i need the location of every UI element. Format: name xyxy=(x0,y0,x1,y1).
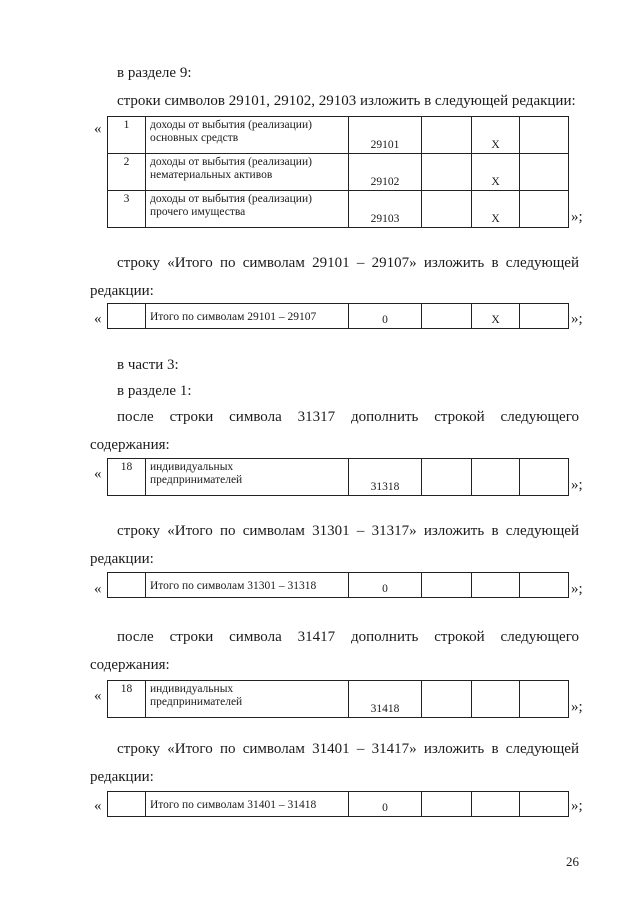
empty-cell xyxy=(422,191,472,228)
table-row xyxy=(108,304,569,329)
instruction-text: строку «Итого по символам 31401 – 31417» изложить в следующей xyxy=(117,741,579,757)
row-description: доходы от выбытия (реализации) нематериальных активов xyxy=(146,154,349,191)
table-row xyxy=(108,191,569,228)
instruction-text-end: редакции: xyxy=(90,769,154,785)
row-number: 1 xyxy=(108,117,146,154)
open-quote: « xyxy=(94,581,102,597)
instruction-text-end: редакции: xyxy=(90,551,154,567)
empty-cell xyxy=(422,304,472,329)
table-row xyxy=(108,573,569,598)
table-row xyxy=(108,459,569,496)
row-mark: X xyxy=(472,117,520,154)
instruction-text-end: содержания: xyxy=(90,437,170,453)
empty-cell xyxy=(422,117,472,154)
close-quote: »; xyxy=(571,311,583,327)
row-code: 29102 xyxy=(349,154,422,191)
close-quote: »; xyxy=(571,581,583,597)
empty-cell xyxy=(472,459,520,496)
instruction-text-end: содержания: xyxy=(90,657,170,673)
empty-cell xyxy=(472,573,520,598)
section-heading: в части 3: xyxy=(117,357,179,373)
section-heading: в разделе 9: xyxy=(117,65,192,81)
row-description: доходы от выбытия (реализации) прочего имущества xyxy=(146,191,349,228)
table-row xyxy=(108,117,569,154)
empty-cell xyxy=(422,154,472,191)
open-quote: « xyxy=(94,798,102,814)
row-code: 0 xyxy=(349,573,422,598)
row-code: 0 xyxy=(349,792,422,817)
empty-cell xyxy=(422,681,472,718)
close-quote: »; xyxy=(571,209,583,225)
table-total-31301-31318 xyxy=(107,572,569,598)
empty-cell xyxy=(472,792,520,817)
table-row xyxy=(108,681,569,718)
row-number: 2 xyxy=(108,154,146,191)
empty-cell xyxy=(520,792,569,817)
empty-cell xyxy=(520,304,569,329)
row-description: индивидуальных предпринимателей xyxy=(146,459,349,496)
page-number: 26 xyxy=(566,854,579,869)
empty-cell xyxy=(472,681,520,718)
close-quote: »; xyxy=(571,699,583,715)
empty-cell xyxy=(520,191,569,228)
row-mark: X xyxy=(472,191,520,228)
row-number: 3 xyxy=(108,191,146,228)
table-row xyxy=(108,792,569,817)
row-mark: X xyxy=(472,154,520,191)
instruction-text: строку «Итого по символам 29101 – 29107» изложить в следующей xyxy=(117,255,579,271)
instruction-text: после строки символа 31417 дополнить строкой следующего xyxy=(117,629,579,645)
row-code: 31318 xyxy=(349,459,422,496)
instruction-text: строку «Итого по символам 31301 – 31317» изложить в следующей xyxy=(117,523,579,539)
empty-cell xyxy=(520,117,569,154)
instruction-text-end: редакции: xyxy=(90,283,154,299)
open-quote: « xyxy=(94,466,102,482)
table-row xyxy=(108,154,569,191)
row-description: Итого по символам 31301 – 31318 xyxy=(146,573,349,598)
empty-cell xyxy=(520,154,569,191)
row-description: Итого по символам 29101 – 29107 xyxy=(146,304,349,329)
empty-cell xyxy=(108,792,146,817)
table-section9-rows xyxy=(107,116,569,228)
empty-cell xyxy=(422,792,472,817)
open-quote: « xyxy=(94,121,102,137)
row-description: доходы от выбытия (реализации) основных средств xyxy=(146,117,349,154)
row-code: 29101 xyxy=(349,117,422,154)
open-quote: « xyxy=(94,311,102,327)
instruction-text: строки символов 29101, 29102, 29103 изложить в следующей редакции: xyxy=(117,93,576,109)
empty-cell xyxy=(520,459,569,496)
table-total-29101-29107 xyxy=(107,303,569,329)
empty-cell xyxy=(520,573,569,598)
row-number: 18 xyxy=(108,681,146,718)
row-description: индивидуальных предпринимателей xyxy=(146,681,349,718)
row-description: Итого по символам 31401 – 31418 xyxy=(146,792,349,817)
open-quote: « xyxy=(94,688,102,704)
close-quote: »; xyxy=(571,798,583,814)
row-code: 29103 xyxy=(349,191,422,228)
row-code: 0 xyxy=(349,304,422,329)
row-mark: X xyxy=(472,304,520,329)
empty-cell xyxy=(108,304,146,329)
empty-cell xyxy=(520,681,569,718)
empty-cell xyxy=(108,573,146,598)
section-heading: в разделе 1: xyxy=(117,383,192,399)
empty-cell xyxy=(422,459,472,496)
close-quote: »; xyxy=(571,477,583,493)
row-number: 18 xyxy=(108,459,146,496)
table-row-31418 xyxy=(107,680,569,718)
empty-cell xyxy=(422,573,472,598)
row-code: 31418 xyxy=(349,681,422,718)
table-row-31318 xyxy=(107,458,569,496)
table-total-31401-31418 xyxy=(107,791,569,817)
instruction-text: после строки символа 31317 дополнить строкой следующего xyxy=(117,409,579,425)
